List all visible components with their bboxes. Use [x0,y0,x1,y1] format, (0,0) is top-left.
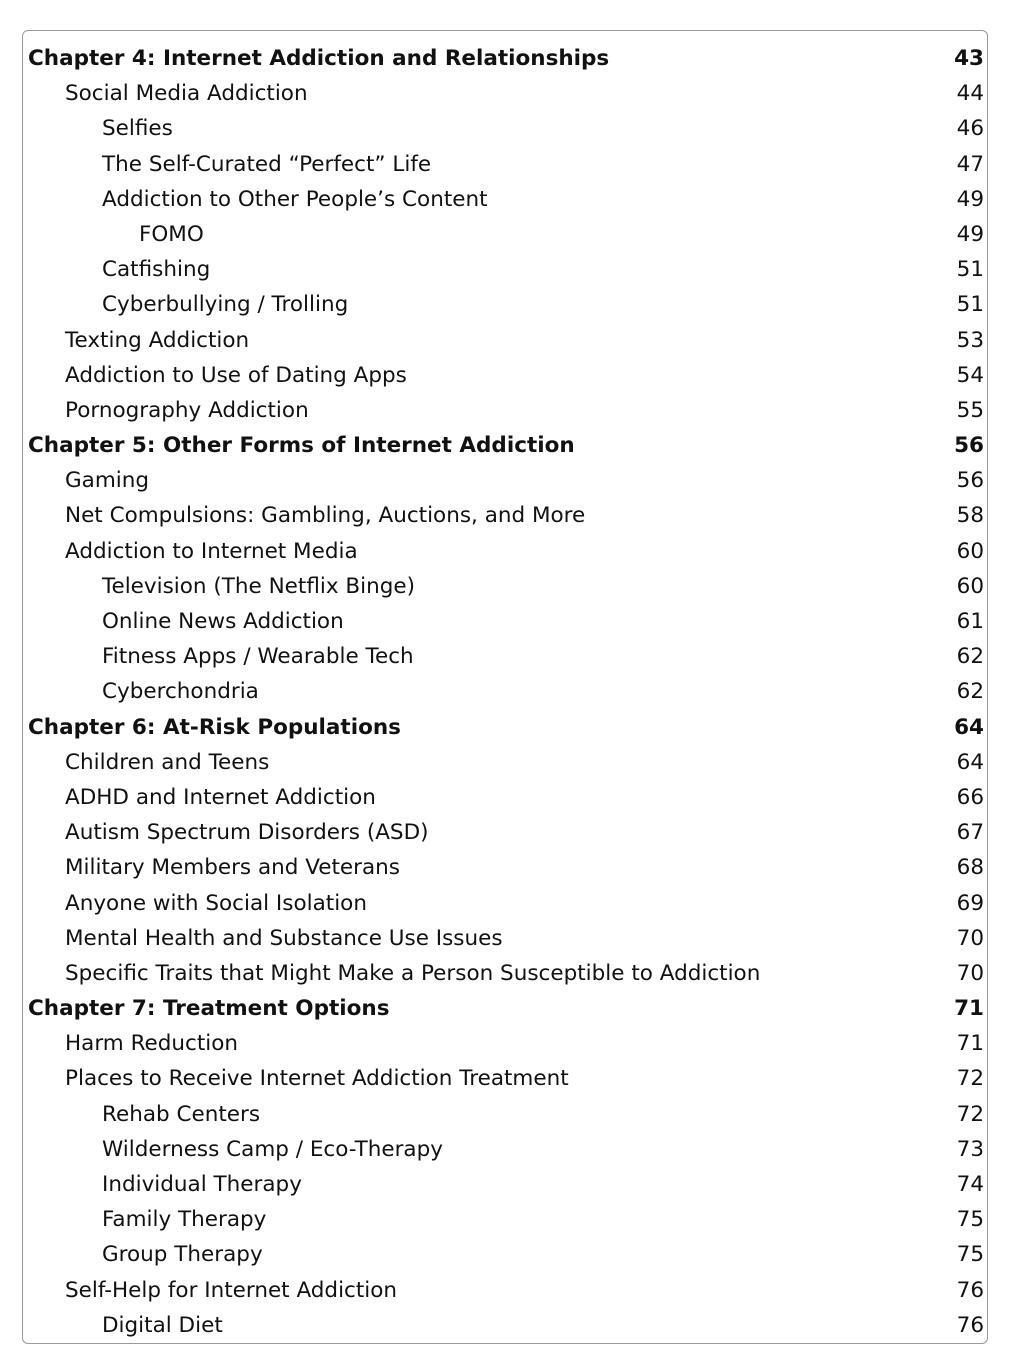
toc-entry-title: Online News Addiction [102,609,344,634]
toc-page-number: 47 [956,151,984,177]
toc-section-row[interactable] [28,287,984,322]
toc-section-row[interactable] [28,956,984,991]
toc-section-row[interactable] [28,850,984,885]
toc-page-number: 72 [956,1066,984,1092]
toc-page-number: 56 [954,433,984,459]
toc-section-row[interactable] [28,1097,984,1132]
toc-chapter-row[interactable] [28,428,984,463]
toc-section-row[interactable] [28,1026,984,1061]
toc-page-number: 71 [954,996,984,1022]
toc-section-row[interactable] [28,921,984,956]
toc-section-row[interactable] [28,886,984,921]
toc-section-row[interactable] [28,1308,984,1343]
toc-section-row[interactable] [28,780,984,815]
toc-entry-title: ADHD and Internet Addiction [65,784,376,810]
table-of-contents [28,41,984,1343]
toc-entry-title: Wilderness Camp / Eco-Therapy [102,1136,443,1162]
toc-page-number: 56 [956,468,984,494]
toc-entry-title: FOMO [139,221,204,247]
toc-entry-title: Children and Teens [65,749,270,775]
toc-section-row[interactable] [28,1061,984,1096]
toc-page-number: 49 [956,186,984,212]
toc-page-number: 75 [956,1207,984,1233]
toc-entry-title: Selfies [102,116,173,142]
toc-page-number: 76 [956,1312,984,1338]
toc-page-number: 54 [956,362,984,388]
toc-section-row[interactable] [28,147,984,182]
toc-section-row[interactable] [28,217,984,252]
toc-entry-title: Harm Reduction [65,1031,239,1057]
toc-page-number: 69 [956,890,984,916]
toc-page-number: 62 [956,679,984,705]
toc-entry-title: Digital Diet [102,1312,223,1338]
toc-section-row[interactable] [28,182,984,217]
toc-page-number: 58 [956,503,984,529]
toc-entry-title: Gaming [65,468,150,494]
toc-section-row[interactable] [28,534,984,569]
toc-section-row[interactable] [28,1202,984,1237]
toc-page-number: 61 [956,609,984,634]
toc-page-number: 60 [956,538,984,564]
toc-entry-title: Self-Help for Internet Addiction [65,1277,398,1303]
toc-section-row[interactable] [28,1132,984,1167]
toc-page-number: 64 [956,749,984,775]
toc-entry-title: Social Media Addiction [65,81,308,107]
toc-page-number: 74 [956,1172,984,1197]
toc-section-row[interactable] [28,393,984,428]
toc-chapter-row[interactable] [28,991,984,1026]
toc-page-number: 68 [956,855,984,881]
toc-entry-title: Individual Therapy [102,1172,302,1197]
toc-entry-title: The Self-Curated “Perfect” Life [102,151,432,177]
toc-page-number: 49 [956,221,984,247]
toc-page-number: 44 [956,81,984,107]
toc-section-row[interactable] [28,569,984,604]
toc-entry-title: Rehab Centers [102,1101,261,1127]
toc-page-number: 67 [956,820,984,846]
toc-page-number: 62 [956,644,984,670]
toc-section-row[interactable] [28,76,984,111]
toc-entry-title: Autism Spectrum Disorders (ASD) [65,820,429,846]
toc-entry-title: Chapter 7: Treatment Options [28,996,390,1022]
toc-section-row[interactable] [28,323,984,358]
toc-entry-title: Places to Receive Internet Addiction Treatment [65,1066,569,1092]
toc-entry-title: Chapter 6: At-Risk Populations [28,714,401,740]
toc-section-row[interactable] [28,1237,984,1272]
toc-entry-title: Chapter 4: Internet Addiction and Relationships [28,46,610,71]
toc-entry-title: Family Therapy [102,1207,267,1233]
toc-section-row[interactable] [28,815,984,850]
toc-page-number: 71 [956,1031,984,1057]
toc-entry-title: Addiction to Other People’s Content [102,186,488,212]
toc-page-number: 60 [956,573,984,599]
toc-page-number: 73 [956,1136,984,1162]
toc-entry-title: Texting Addiction [65,327,250,353]
toc-entry-title: Anyone with Social Isolation [65,890,367,916]
toc-page-number: 43 [954,46,984,71]
toc-entry-title: Military Members and Veterans [65,855,400,881]
toc-entry-title: Television (The Netflix Binge) [102,573,416,599]
toc-page-number: 51 [956,257,984,283]
toc-entry-title: Addiction to Internet Media [65,538,358,564]
toc-page-number: 75 [956,1242,984,1268]
toc-page-number: 51 [956,292,984,318]
toc-section-row[interactable] [28,463,984,498]
toc-entry-title: Mental Health and Substance Use Issues [65,925,503,951]
toc-section-row[interactable] [28,604,984,639]
toc-section-row[interactable] [28,639,984,674]
toc-section-row[interactable] [28,358,984,393]
toc-page-number: 76 [956,1277,984,1303]
toc-section-row[interactable] [28,111,984,146]
toc-entry-title: Specific Traits that Might Make a Person Susceptible to Addiction [65,960,761,986]
toc-chapter-row[interactable] [28,41,984,76]
toc-section-row[interactable] [28,498,984,533]
toc-section-row[interactable] [28,252,984,287]
toc-entry-title: Group Therapy [102,1242,263,1268]
toc-entry-title: Net Compulsions: Gambling, Auctions, and More [65,503,586,529]
toc-entry-title: Chapter 5: Other Forms of Internet Addiction [28,433,575,459]
toc-entry-title: Cyberbullying / Trolling [102,292,349,318]
toc-page-number: 72 [956,1101,984,1127]
toc-entry-title: Pornography Addiction [65,397,309,423]
toc-entry-title: Catfishing [102,257,211,283]
toc-page-number: 46 [956,116,984,142]
toc-page-number: 64 [954,714,984,740]
toc-section-row[interactable] [28,674,984,709]
toc-page-number: 70 [956,925,984,951]
toc-section-row[interactable] [28,745,984,780]
toc-page-number: 66 [956,784,984,810]
toc-chapter-row[interactable] [28,710,984,745]
toc-entry-title: Addiction to Use of Dating Apps [65,362,407,388]
toc-page-number: 53 [956,327,984,353]
toc-page-number: 70 [956,960,984,986]
toc-entry-title: Cyberchondria [102,679,259,705]
toc-section-row[interactable] [28,1273,984,1308]
toc-entry-title: Fitness Apps / Wearable Tech [102,644,414,670]
toc-section-row[interactable] [28,1167,984,1202]
toc-page-number: 55 [956,397,984,423]
